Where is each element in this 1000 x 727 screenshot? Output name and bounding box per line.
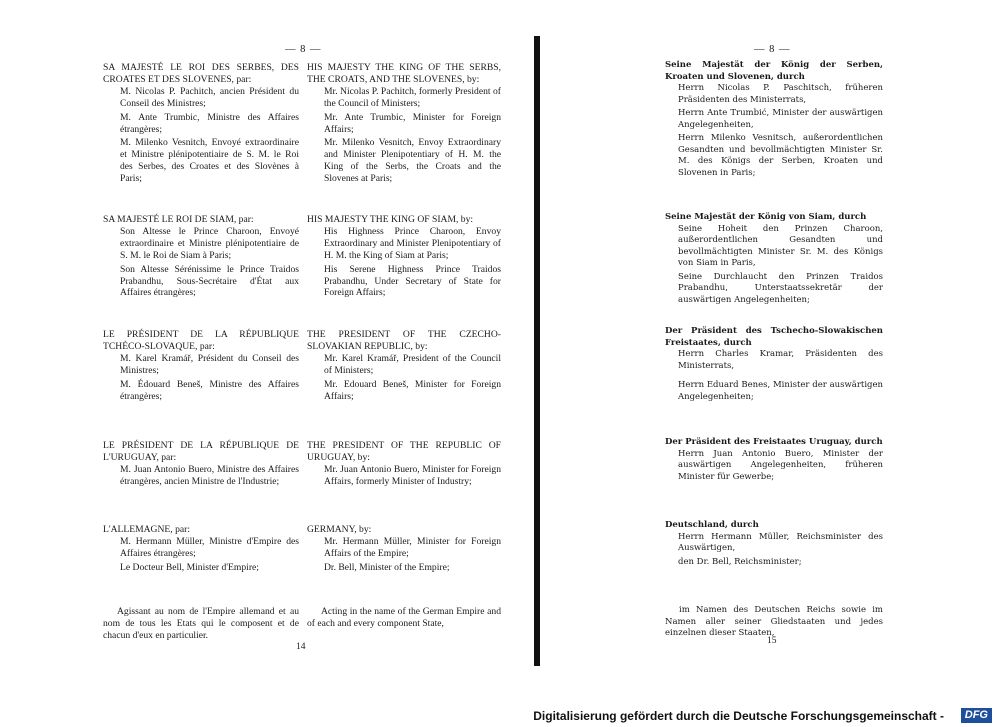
de-block [665,520,883,570]
de-block-head: Seine Majestät der König der Serben, Kroaten und Slovenen, durch [665,60,883,82]
en-block [307,524,501,576]
en-entry: Mr. Hermann Müller, Minister for Foreign Affairs of the Empire; [324,535,501,559]
en-block [307,214,501,301]
fr-entry: M. Karel Kramář, Président du Conseil des Ministres; [120,352,299,376]
folio-number: 15 [767,636,777,646]
de-block-head: Der Präsident des Tschecho-Slowakischen Freistaates, durch [665,326,883,348]
fr-block [103,62,299,187]
en-block-head: GERMANY, by: [307,524,372,535]
en-entry: His Serene Highness Prince Traidos Prabandhu, Under Secretary of State for Foreign Affairs; [324,263,501,299]
en-entry: Mr. Ante Trumbic, Minister for Foreign Affairs; [324,111,501,135]
fr-block-head: L'ALLEMAGNE, par: [103,524,190,535]
en-closing: Acting in the name of the German Empire and of each and every component State, [307,606,501,629]
en-block [307,329,501,404]
fr-entry: M. Édouard Beneš, Ministre des Affaires étrangères; [120,378,299,402]
en-block-head: HIS MAJESTY THE KING OF THE SERBS, THE CROATS, AND THE SLOVENES, by: [307,62,501,85]
fr-entry: M. Hermann Müller, Ministre d'Empire des Affaires étrangères; [120,535,299,559]
de-entry: Seine Durchlaucht den Prinzen Traidos Prabandhu, Unterstaatssekretär der auswärtigen Angelegenheiten; [678,271,883,305]
de-entry: den Dr. Bell, Reichsminister; [678,556,802,567]
fr-block [103,440,299,490]
en-block [307,440,501,490]
en-entry: His Highness Prince Charoon, Envoy Extraordinary and Minister Plenipotentiary of H. M. the King of Siam at Paris; [324,225,501,261]
de-entry: Seine Hoheit den Prinzen Charoon, außerordentlichen Gesandten und bevollmächtigten Minister Sr. M. des Königs von Siam in Paris, [678,223,883,268]
right-page [545,0,1000,700]
fr-block [103,214,299,301]
en-entry: Mr. Juan Antonio Buero, Minister for Foreign Affairs, formerly Minister of Industry; [324,463,501,487]
fr-block-head: SA MAJESTÉ LE ROI DES SERBES, DES CROATES ET DES SLOVENES, par: [103,62,299,85]
fr-entry: Le Docteur Bell, Minister d'Empire; [120,561,259,573]
fr-closing: Agissant au nom de l'Empire allemand et au nom de tous les Etats qui le composent et de chacun d'eux en particulier. [103,606,299,641]
fr-entry: M. Milenko Vesnitch, Envoyé extraordinaire et Ministre plénipotentiaire de S. M. le Roi des Serbes, des Croates et des Slovènes à Paris; [120,137,299,185]
fr-block-head: LE PRÉSIDENT DE LA RÉPUBLIQUE DE L'URUGUAY, par: [103,440,299,463]
de-closing: im Namen des Deutschen Reichs sowie im Namen aller seiner Gliedstaaten und jedes einzelnen dieser Staaten, [665,605,883,638]
en-entry: Mr. Edouard Beneš, Minister for Foreign Affairs; [324,378,501,402]
en-entry: Mr. Nicolas P. Pachitch, formerly President of the Council of Ministers; [324,85,501,109]
de-block [665,326,883,405]
en-block [307,62,501,187]
de-entry: Herrn Juan Antonio Buero, Minister der auswärtigen Angelegenheiten, früheren Minister für Gewerbe; [678,448,883,482]
fr-entry: M. Ante Trumbic, Ministre des Affaires étrangères; [120,111,299,135]
de-entry: Herrn Charles Kramar, Präsidenten des Ministerrats, [678,349,883,371]
de-entry: Herrn Hermann Müller, Reichsminister des Auswärtigen, [678,531,883,553]
en-entry: Dr. Bell, Minister of the Empire; [324,561,450,573]
fr-block [103,524,299,576]
fr-block-head: SA MAJESTÉ LE ROI DE SIAM, par: [103,214,254,225]
page-number: — 8 — [285,44,322,55]
dfg-logo: DFG [961,708,992,723]
fr-entry: Son Altesse le Prince Charoon, Envoyé extraordinaire et Ministre plénipotentiaire de S. M. le Roi de Siam à Paris; [120,225,299,261]
en-entry: Mr. Karel Kramář, President of the Council of Ministers; [324,352,501,376]
de-entry: Herrn Milenko Vesnitsch, außerordentlichen Gesandten und bevollmächtigten Minister Sr. M. des Königs der Serben, Kroaten und Slovenen in Paris; [678,133,883,178]
book-gutter [534,36,540,666]
folio-number: 14 [296,642,306,652]
fr-block-head: LE PRÉSIDENT DE LA RÉPUBLIQUE TCHÉCO-SLOVAQUE, par: [103,329,299,352]
fr-entry: Son Altesse Sérénissime le Prince Traidos Prabandhu, Sous-Secrétaire d'État aux Affaires étrangères; [120,263,299,299]
fr-entry: M. Juan Antonio Buero, Ministre des Affaires étrangères, ancien Ministre de l'Industrie; [120,463,299,487]
de-block-head: Der Präsident des Freistaates Uruguay, durch [665,437,883,447]
en-entry: Mr. Milenko Vesnitch, Envoy Extraordinary and Minister Plenipotentiary of H. M. the King of the Serbs, the Croats and the Slovenes at Paris; [324,137,501,185]
en-block-head: HIS MAJESTY THE KING OF SIAM, by: [307,214,474,225]
footer-credit: Digitalisierung gefördert durch die Deutsche Forschungsgemeinschaft - [533,709,944,723]
page-number: — 8 — [754,44,791,55]
de-block [665,437,883,485]
de-entry: Herrn Ante Trumbić, Minister der auswärtigen Angelegenheiten, [678,108,883,130]
fr-block [103,329,299,404]
en-block-head: THE PRESIDENT OF THE CZECHO-SLOVAKIAN REPUBLIC, by: [307,329,501,352]
en-block-head: THE PRESIDENT OF THE REPUBLIC OF URUGUAY, by: [307,440,501,463]
footer [0,700,1000,727]
de-block-head: Deutschland, durch [665,520,759,530]
de-block [665,60,883,181]
fr-entry: M. Nicolas P. Pachitch, ancien Président du Conseil des Ministres; [120,85,299,109]
de-block [665,212,883,308]
de-block-head: Seine Majestät der König von Siam, durch [665,212,867,222]
de-entry: Herrn Eduard Benes, Minister der auswärtigen Angelegenheiten; [678,380,883,402]
de-entry: Herrn Nicolas P. Paschitsch, früheren Präsidenten des Ministerrats, [678,83,883,105]
